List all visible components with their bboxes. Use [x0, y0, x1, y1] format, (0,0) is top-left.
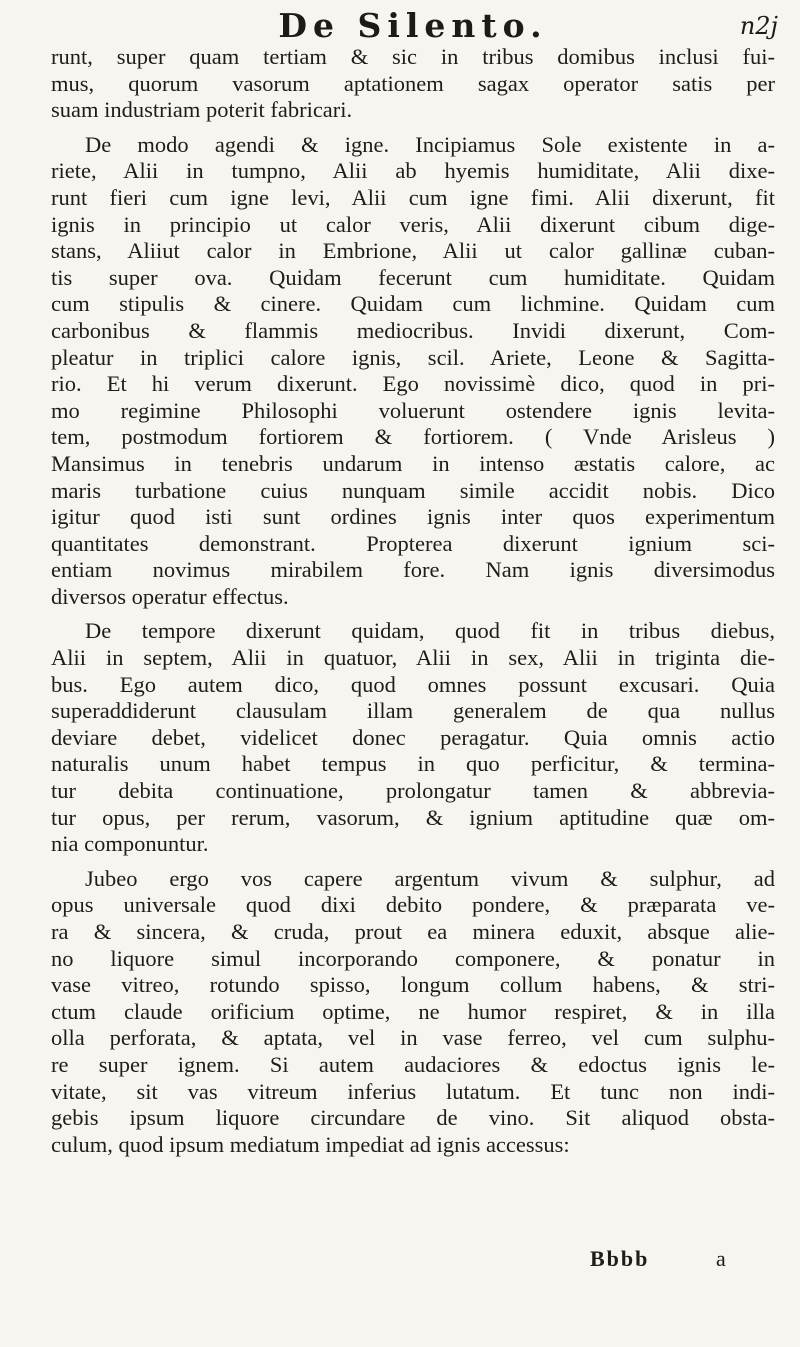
text-line: culum, quod ipsum mediatum impediat ad ignis accessus:: [51, 1131, 570, 1157]
text-line: mo regimine Philosophi voluerunt ostendere ignis levita-: [51, 397, 775, 423]
running-title: De Silento.: [278, 6, 548, 45]
paragraph: [51, 866, 775, 1159]
text-line: rio. Et hi verum dixerunt. Ego novissimè dico, quod in pri-: [51, 371, 775, 397]
text-line: maris turbatione cuius nunquam simile accidit nobis. Dico: [51, 477, 775, 503]
text-line: ra & sincera, & cruda, prout ea minera eduxit, absque alie-: [51, 919, 775, 944]
text-line: nia componuntur.: [51, 831, 209, 857]
text-line: riete, Alii in tumpno, Alii ab hyemis humiditate, Alii dixe-: [51, 158, 775, 184]
text-line: runt fieri cum igne levi, Alii cum igne fimi. Alii dixerunt, fit: [51, 184, 775, 210]
text-line: ignis in principio ut calor veris, Alii dixerunt cibum dige-: [51, 211, 775, 237]
text-line: vase vitreo, rotundo spisso, longum collum habens, & stri-: [51, 972, 775, 998]
text-line: re super ignem. Si autem audaciores & edoctus ignis le-: [51, 1051, 775, 1077]
signature-mark: Bbbb: [590, 1246, 650, 1271]
text-line: stans, Aliiut calor in Embrione, Alii ut calor gallinæ cuban-: [51, 238, 775, 264]
paragraph: [51, 618, 775, 857]
text-line: igitur quod isti sunt ordines ignis inter quos experimentum: [51, 504, 775, 530]
text-line: vitate, sit vas vitreum inferius lutatum. Et tunc non indi-: [51, 1078, 775, 1104]
text-line: Mansimus in tenebris undarum in intenso æstatis calore, ac: [51, 450, 775, 476]
text-line: no liquore simul incorporando componere, & ponatur in: [51, 945, 775, 971]
paragraph: [51, 132, 775, 611]
text-line: pleatur in triplici calore ignis, scil. Ariete, Leone & Sagitta-: [51, 344, 775, 370]
text-line: quantitates demonstrant. Propterea dixerunt ignium sci-: [51, 530, 775, 556]
text-line: superaddiderunt clausulam illam generalem de qua nullus: [51, 698, 775, 724]
text-line: tur opus, per rerum, vasorum, & ignium aptitudine quæ om-: [51, 804, 775, 830]
text-line: carbonibus & flammis mediocribus. Invidi dixerunt, Com-: [51, 317, 775, 343]
running-head: [48, 6, 778, 46]
text-line: cum stipulis & cinere. Quidam cum lichmine. Quidam cum: [51, 291, 775, 317]
text-line: De tempore dixerunt quidam, quod fit in tribus diebus,: [85, 618, 775, 644]
text-line: mus, quorum vasorum aptationem sagax operator satis per: [51, 70, 775, 96]
text-line: naturalis unum habet tempus in quo perficitur, & termina-: [51, 751, 775, 777]
text-line: tur debita continuatione, prolongatur tamen & abbrevia-: [51, 778, 775, 804]
text-line: gebis ipsum liquore circundare de vino. Sit aliquod obsta-: [51, 1105, 775, 1131]
text-line: runt, super quam tertiam & sic in tribus domibus inclusi fui-: [51, 44, 775, 69]
text-line: suam industriam poterit fabricari.: [51, 97, 353, 123]
text-line: Jubeo ergo vos capere argentum vivum & sulphur, ad: [85, 865, 775, 891]
text-line: olla perforata, & aptata, vel in vase ferreo, vel cum sulphu-: [51, 1025, 775, 1051]
text-line: ctum claude orificium optime, ne humor respiret, & in illa: [51, 998, 775, 1024]
text-line: diversos operatur effectus.: [51, 583, 289, 609]
page-number: n2j: [739, 12, 778, 40]
paragraph: [51, 44, 775, 124]
body-text: [51, 44, 775, 1166]
text-line: De modo agendi & igne. Incipiamus Sole existente in a-: [85, 131, 775, 157]
text-line: deviare debet, videlicet donec peragatur. Quia omnis actio: [51, 724, 775, 750]
text-line: opus universale quod dixi debito pondere, & præparata ve-: [51, 892, 775, 918]
text-line: entiam novimus mirabilem fore. Nam ignis diversimodus: [51, 557, 775, 583]
text-line: tis super ova. Quidam fecerunt cum humiditate. Quidam: [51, 264, 775, 290]
text-line: Alii in septem, Alii in quatuor, Alii in sex, Alii in triginta die-: [51, 645, 775, 671]
catchword: a: [716, 1246, 726, 1271]
text-line: tem, postmodum fortiorem & fortiorem. ( Vnde Arisleus ): [51, 424, 775, 450]
text-line: bus. Ego autem dico, quod omnes possunt excusari. Quia: [51, 671, 775, 697]
